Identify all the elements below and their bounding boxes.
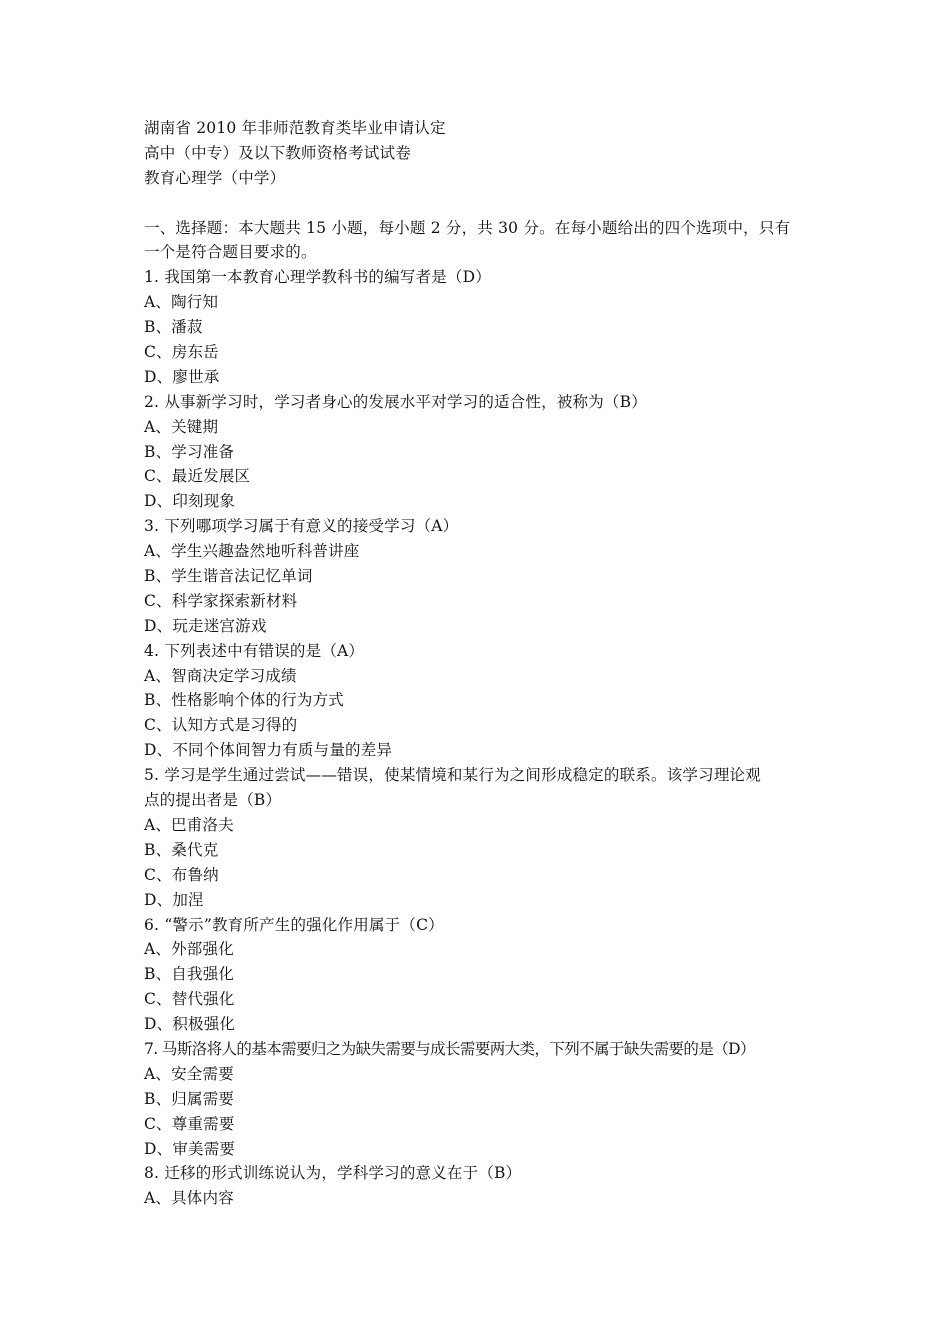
question-option: D、不同个体间智力有质与量的差异 <box>144 741 393 760</box>
question-option: A、陶行知 <box>144 293 219 312</box>
question-stem: 3. 下列哪项学习属于有意义的接受学习（A） <box>144 517 459 536</box>
question-option: B、归属需要 <box>144 1089 235 1108</box>
question-stem: 6. “警示”教育所产生的强化作用属于（C） <box>144 915 444 934</box>
question-option: C、科学家探索新材料 <box>144 591 298 610</box>
question-stem: 1. 我国第一本教育心理学教科书的编写者是（D） <box>144 268 491 287</box>
question-option: A、巴甫洛夫 <box>144 815 234 834</box>
question-option: D、加涅 <box>144 890 204 909</box>
question-option: C、最近发展区 <box>144 467 251 486</box>
question-option: B、学习准备 <box>144 442 235 461</box>
question-option: A、外部强化 <box>144 940 234 959</box>
exam-subject: 教育心理学（中学） <box>144 168 286 187</box>
spacer <box>144 191 814 216</box>
question-option: D、廖世承 <box>144 367 220 386</box>
question-option: C、布鲁纳 <box>144 865 219 884</box>
section-instructions-line1: 一、选择题：本大题共 15 小题，每小题 2 分，共 30 分。在每小题给出的四个选项中，只有 <box>144 218 791 237</box>
question-stem-line1: 5. 学习是学生通过尝试——错误，使某情境和某行为之间形成稳定的联系。该学习理论观 <box>144 766 761 785</box>
question-option: D、玩走迷宫游戏 <box>144 616 267 635</box>
section-instructions-line2: 一个是符合题目要求的。 <box>144 243 317 262</box>
exam-title-line1: 湖南省 2010 年非师范教育类毕业申请认定 <box>144 119 446 137</box>
question-option: D、审美需要 <box>144 1139 236 1158</box>
question-option: B、桑代克 <box>144 840 219 859</box>
question-option: C、替代强化 <box>144 990 235 1009</box>
question-option: A、学生兴趣盎然地听科普讲座 <box>144 542 360 561</box>
question-option: C、认知方式是习得的 <box>144 716 298 735</box>
question-option: C、尊重需要 <box>144 1114 235 1133</box>
question-option: D、印刻现象 <box>144 492 236 511</box>
question-option: A、安全需要 <box>144 1064 234 1083</box>
question-option: B、潘菽 <box>144 318 203 337</box>
question-option: B、学生谐音法记忆单词 <box>144 567 313 586</box>
question-stem-line2: 点的提出者是（B） <box>144 791 282 810</box>
question-option: A、关键期 <box>144 417 219 436</box>
question-stem: 7. 马斯洛将人的基本需要归之为缺失需要与成长需要两大类，下列不属于缺失需要的是（D） <box>144 1039 755 1058</box>
question-stem: 4. 下列表述中有错误的是（A） <box>144 641 365 660</box>
question-option: B、性格影响个体的行为方式 <box>144 691 344 710</box>
question-stem: 2. 从事新学习时，学习者身心的发展水平对学习的适合性，被称为（B） <box>144 392 647 411</box>
document-page <box>144 116 814 1211</box>
question-option: C、房东岳 <box>144 343 219 362</box>
exam-title-line2: 高中（中专）及以下教师资格考试试卷 <box>144 143 411 162</box>
question-option: D、积极强化 <box>144 1015 236 1034</box>
question-option: A、智商决定学习成绩 <box>144 666 297 685</box>
question-option: A、具体内容 <box>144 1189 234 1208</box>
question-stem: 8. 迁移的形式训练说认为，学科学习的意义在于（B） <box>144 1164 522 1183</box>
question-option: B、自我强化 <box>144 965 235 984</box>
